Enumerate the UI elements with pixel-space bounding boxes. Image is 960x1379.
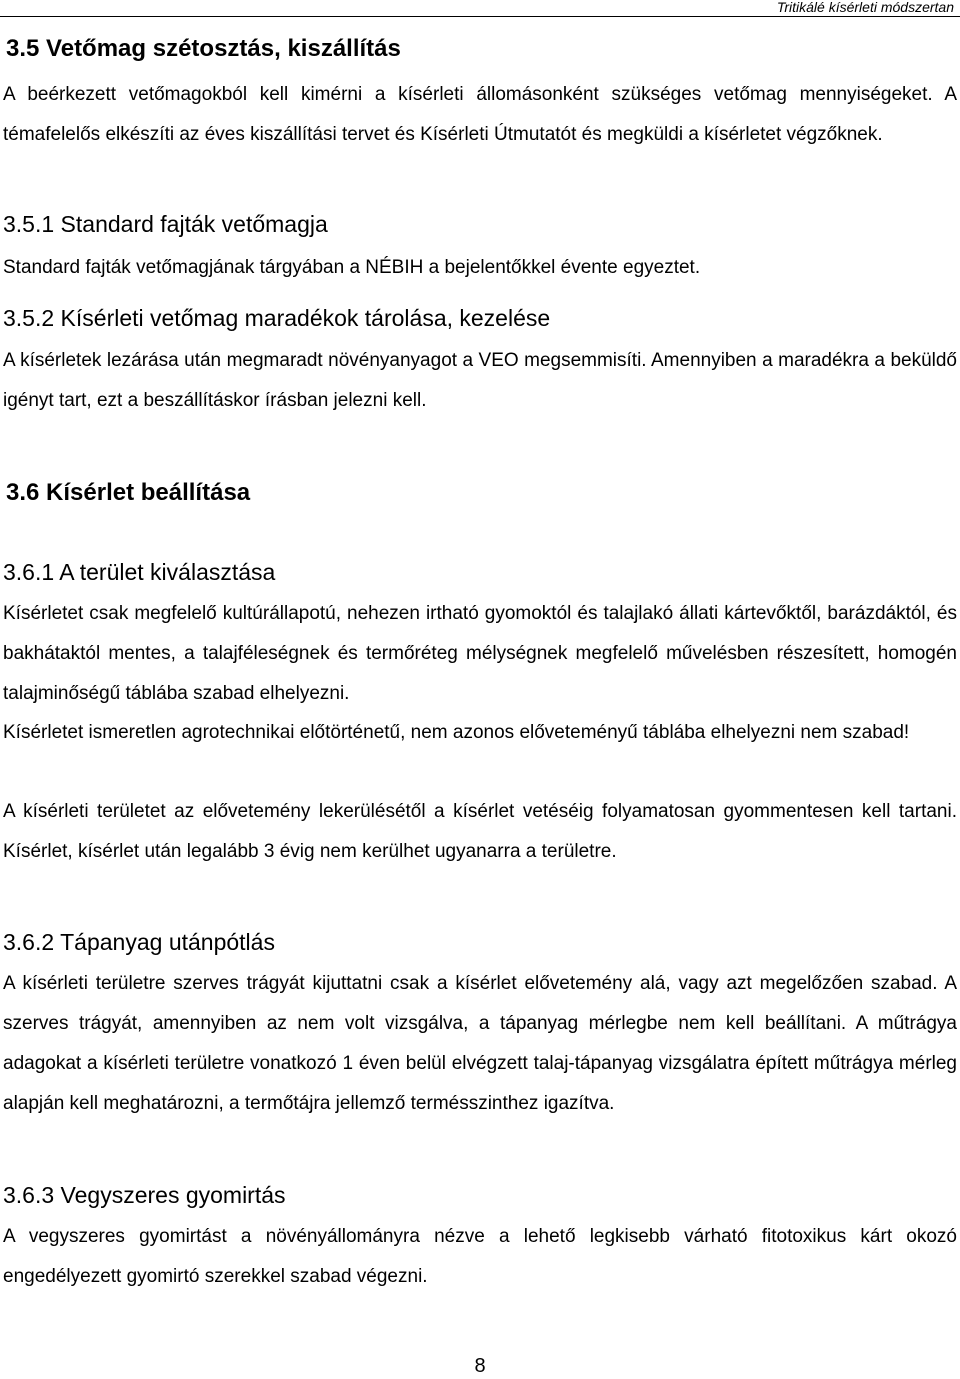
section-3-5-1-paragraph: Standard fajták vetőmagjának tárgyában a NÉBIH a bejelentőkkel évente egyeztet.	[3, 257, 701, 278]
section-3-5-heading: 3.5 Vetőmag szétosztás, kiszállítás	[6, 35, 401, 62]
section-3-5-2-heading: 3.5.2 Kísérleti vetőmag maradékok tárolása, kezelése	[3, 305, 551, 331]
page-number: 8	[474, 1355, 486, 1377]
section-3-6-1-paragraph-2: Kísérletet ismeretlen agrotechnikai előtörténetű, nem azonos előveteményű táblába elhelyezni nem szabad!	[3, 722, 910, 743]
section-3-5-1-heading: 3.5.1 Standard fajták vetőmagja	[3, 211, 328, 237]
section-3-5-paragraph: A beérkezett vetőmagokból kell kimérni a kísérleti állomásonként szükséges vetőmag mennyiségeket. A témafelelős elkészíti az éves kiszállítási tervet és Kísérleti Útmutatót és megküldi a kísérletet végzőknek.	[3, 84, 957, 145]
section-3-6-1-heading: 3.6.1 A terület kiválasztása	[3, 559, 276, 585]
section-3-5-2-paragraph: A kísérletek lezárása után megmaradt növényanyagot a VEO megsemmisíti. Amennyiben a maradékra a beküldő igényt tart, ezt a beszállításkor írásban jelezni kell.	[3, 350, 957, 411]
section-3-6-1-paragraph-3: A kísérleti területet az elővetemény lekerülésétől a kísérlet vetéséig folyamatosan gyommentesen kell tartani. Kísérlet, kísérlet után legalább 3 évig nem kerülhet ugyanarra a területre.	[3, 801, 957, 862]
running-header: Tritikálé kísérleti módszertan	[776, 0, 954, 15]
section-3-6-1-paragraph-1: Kísérletet csak megfelelő kultúrállapotú, nehezen irtható gyomoktól és talajlakó állati kártevőktől, barázdáktól, és bakhátaktól mentes, a talajféleségnek és termőréteg mélységnek megfelelő művelésben részesített, homogén talajminőségű táblába szabad elhelyezni.	[3, 603, 957, 704]
section-3-6-3-paragraph: A vegyszeres gyomirtást a növényállományra nézve a lehető legkisebb várható fitotoxikus kárt okozó engedélyezett gyomirtó szerekkel szabad végezni.	[3, 1226, 957, 1287]
header-rule	[0, 16, 960, 17]
section-3-6-2-heading: 3.6.2 Tápanyag utánpótlás	[3, 929, 275, 955]
section-3-6-heading: 3.6 Kísérlet beállítása	[6, 479, 251, 506]
section-3-6-3-heading: 3.6.3 Vegyszeres gyomirtás	[3, 1182, 286, 1208]
section-3-6-2-paragraph: A kísérleti területre szerves trágyát kijuttatni csak a kísérlet elővetemény alá, vagy azt megelőzően szabad. A szerves trágyát, amennyiben az nem volt vizsgálva, a tápanyag mérlegbe nem kell beállítani. A műtrágya adagokat a kísérleti területre vonatkozó 1 éven belül elvégzett talaj-tápanyag vizsgálatra épített műtrágya mérleg alapján kell meghatározni, a termőtájra jellemző termésszinthez igazítva.	[3, 973, 957, 1114]
